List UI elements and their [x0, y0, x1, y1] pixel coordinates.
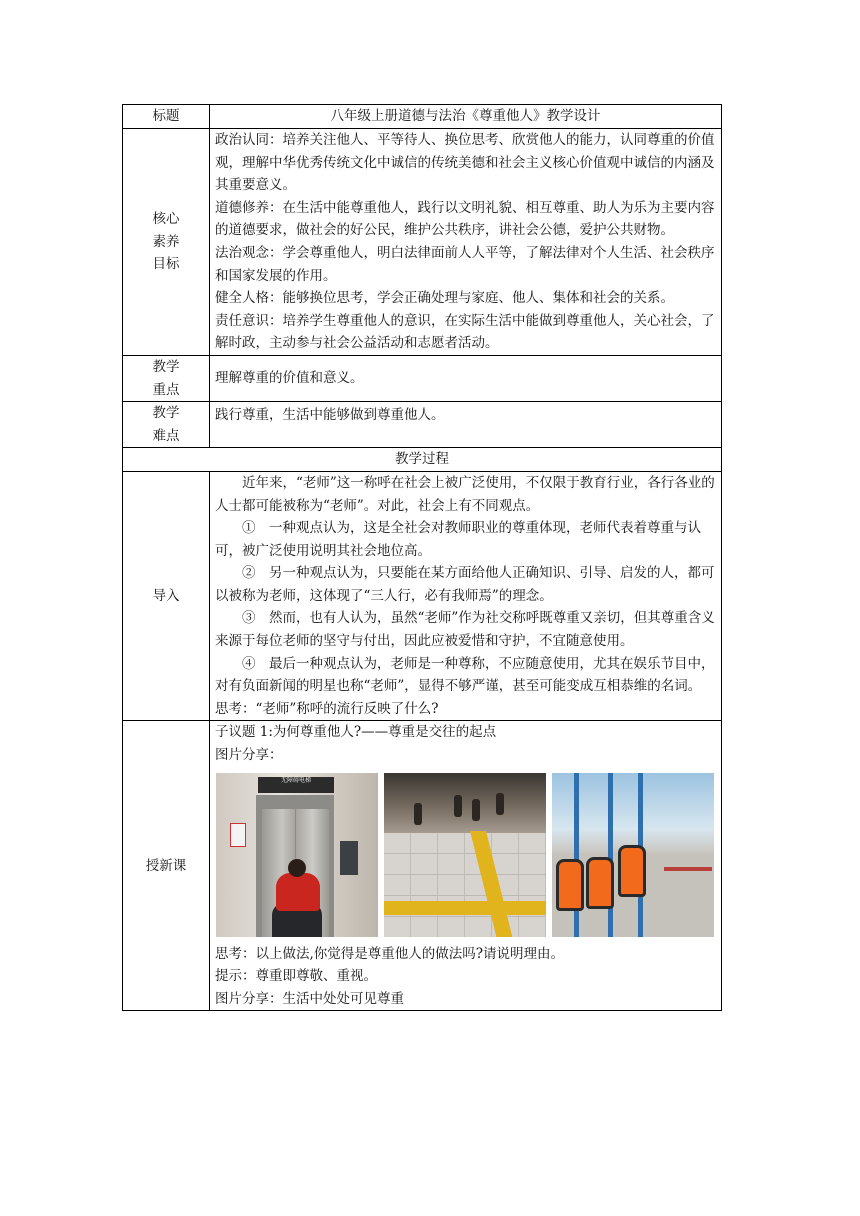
core-label-line: 素养 — [152, 233, 180, 250]
process-heading-row — [123, 448, 722, 472]
accessible-elevator-photo — [216, 773, 378, 937]
new-lesson-think-text: 思考：以上做法,你觉得是尊重他人的做法吗?请说明理由。 — [215, 945, 565, 962]
difficulty-label-line: 教学 — [152, 405, 180, 422]
view-item: ④ 最后一种观点认为，老师是一种尊称，不应随意使用，尤其在娱乐节目中，对有负面新闻的明星也称“老师”，显得不够严谨，甚至可能变成互相恭维的名词。 — [215, 655, 715, 695]
intro-think-text: 思考：“老师”称呼的流行反映了什么? — [215, 700, 439, 717]
sound-personality-text: 健全人格：能够换位思考，学会正确处理与家庭、他人、集体和社会的关系。 — [215, 290, 674, 307]
difficulty-content — [210, 402, 722, 448]
sub-topic-text: 子议题 1:为何尊重他人?——尊重是交往的起点 — [215, 724, 497, 741]
bus-priority-seat-photo — [552, 773, 714, 937]
key-point-row — [123, 355, 722, 401]
photo-strip — [216, 773, 714, 937]
view-item: ③ 然而，也有人认为，虽然“老师”作为社交称呼既尊重又亲切，但其尊重含义来源于每位老师的坚守与付出，因此应被爱惜和守护，不宜随意使用。 — [215, 610, 715, 650]
key-label-line: 教学 — [152, 358, 180, 375]
view-item: ① 一种观点认为，这是全社会对教师职业的尊重体现，老师代表着尊重与认可，被广泛使用说明其社会地位高。 — [215, 520, 701, 559]
difficulty-label-line: 难点 — [152, 427, 180, 444]
new-lesson-row — [123, 721, 722, 1011]
key-label-line: 重点 — [152, 381, 180, 398]
view-item: ② 另一种观点认为，只要能在某方面给他人正确知识、引导、启发的人，都可以被称为老师，这体现了“三人行，必有我师焉”的理念。 — [215, 565, 715, 604]
elevator-sign: 无障碍电梯 — [258, 777, 334, 793]
intro-label: 导入 — [123, 471, 210, 721]
key-point-label — [123, 355, 210, 401]
key-point-text: 理解尊重的价值和意义。 — [215, 370, 364, 387]
core-literacy-label — [123, 129, 210, 356]
rule-of-law-text: 法治观念：学会尊重他人，明白法律面前人人平等，了解法律对个人生活、社会秩序和国家发展的作用。 — [215, 244, 715, 284]
moral-cultivation-text: 道德修养：在生活中能尊重他人，践行以文明礼貌、相互尊重、助人为乐为主要内容的道德要求，做社会的好公民，维护公共秩序，讲社会公德，爱护公共财物。 — [215, 199, 715, 239]
responsibility-text: 责任意识：培养学生尊重他人的意识，在实际生活中能做到尊重他人，关心社会，了解时政，主动参与社会公益活动和志愿者活动。 — [215, 312, 715, 352]
process-heading: 教学过程 — [123, 448, 722, 472]
difficulty-label — [123, 402, 210, 448]
title-row — [123, 105, 722, 129]
difficulty-row — [123, 402, 722, 448]
title-value: 八年级上册道德与法治《尊重他人》教学设计 — [210, 105, 722, 129]
photo-share-2-label: 图片分享：生活中处处可见尊重 — [215, 990, 404, 1007]
hint-text: 提示：尊重即尊敬、重视。 — [215, 968, 377, 985]
political-identity-text: 政治认同：培养关注他人、平等待人、换位思考、欣赏他人的能力，认同尊重的价值观，理解中华优秀传统文化中诚信的传统美德和社会主义核心价值观中诚信的内涵及其重要意义。 — [215, 132, 715, 194]
tactile-paving-photo — [384, 773, 546, 937]
key-point-content — [210, 355, 722, 401]
intro-lead-text: 近年来，“老师”这一称呼在社会上被广泛使用，不仅限于教育行业，各行各业的人士都可能被称为“老师”。对此，社会上有不同观点。 — [215, 474, 715, 514]
core-literacy-content — [210, 129, 722, 356]
core-label-line: 核心 — [152, 211, 180, 228]
intro-content — [210, 471, 722, 721]
new-lesson-label: 授新课 — [123, 721, 210, 1011]
lesson-plan-table — [122, 104, 722, 1011]
new-lesson-content — [210, 721, 722, 1011]
photo-share-label: 图片分享： — [215, 747, 283, 764]
title-label: 标题 — [123, 105, 210, 129]
difficulty-text: 践行尊重，生活中能够做到尊重他人。 — [215, 407, 445, 424]
core-label-line: 目标 — [152, 256, 180, 273]
core-literacy-row — [123, 129, 722, 356]
intro-row — [123, 471, 722, 721]
